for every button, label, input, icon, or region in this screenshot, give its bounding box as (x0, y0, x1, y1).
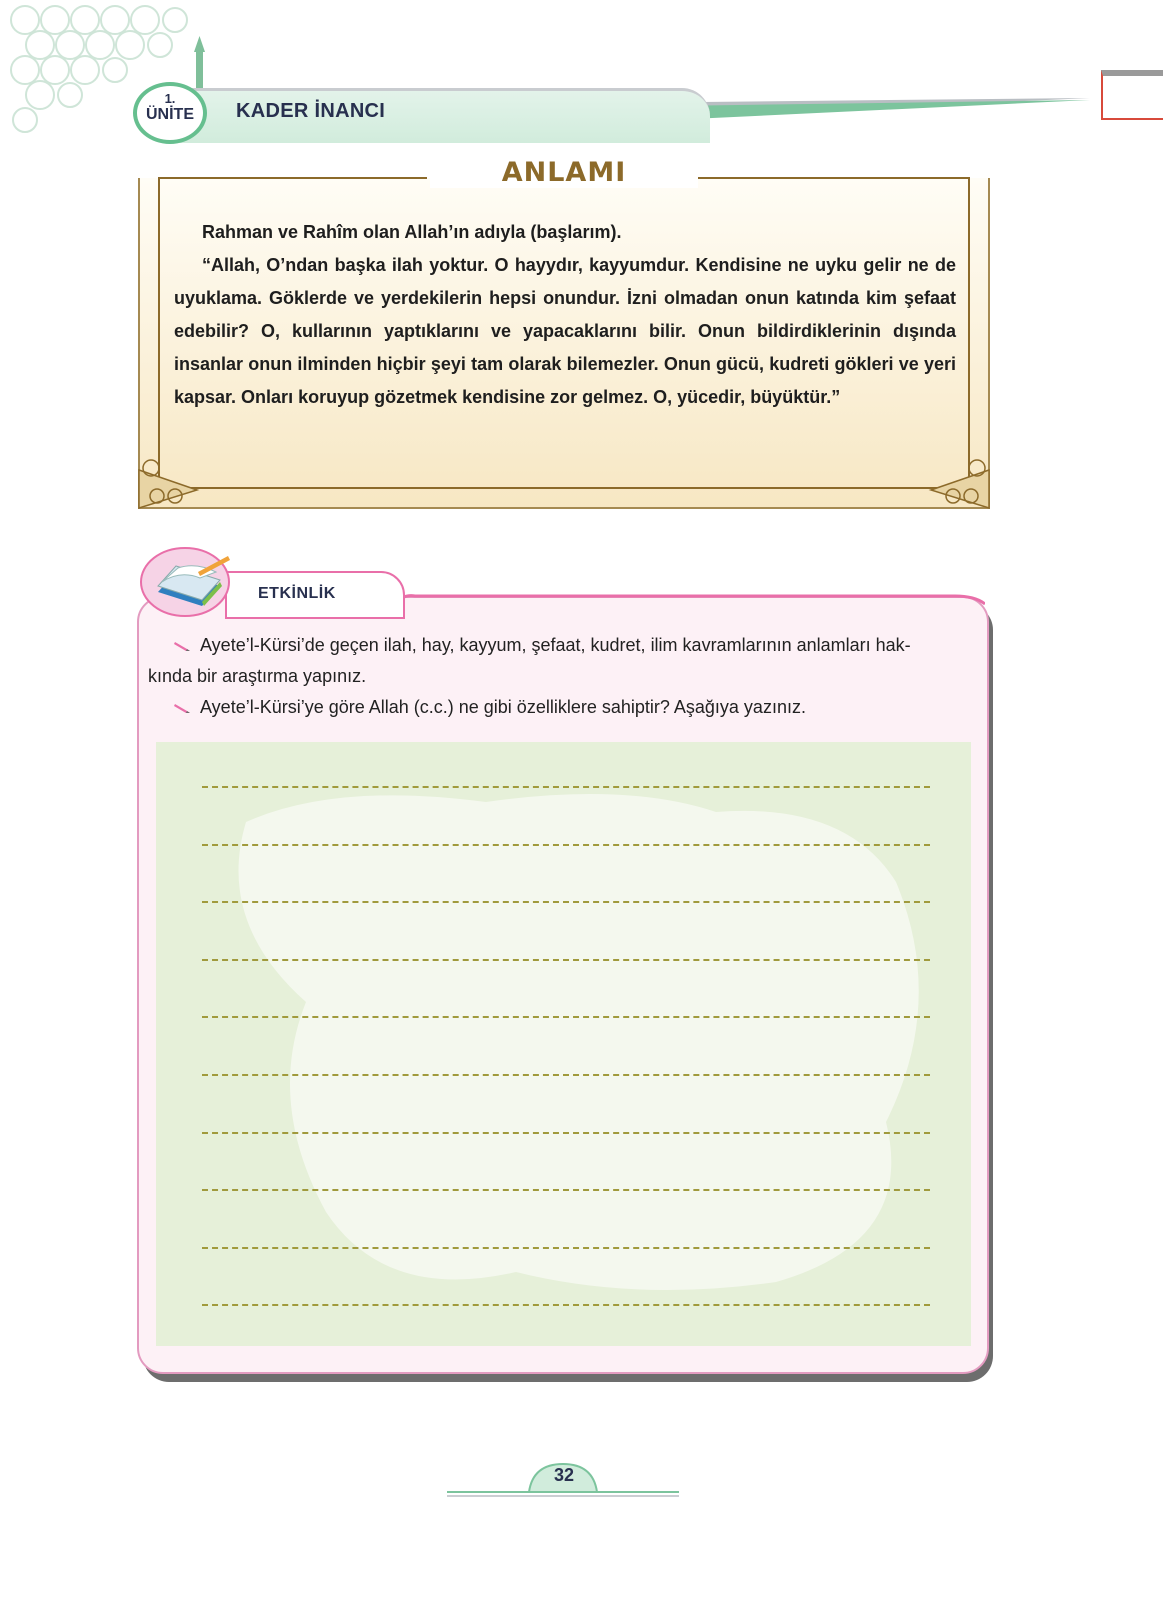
activity-label: ETKİNLİK (258, 585, 336, 602)
answer-line[interactable] (202, 959, 930, 961)
verse-text (174, 216, 956, 414)
page-corner-tab (1101, 70, 1163, 120)
answer-line[interactable] (202, 1189, 930, 1191)
answer-line[interactable] (202, 786, 930, 788)
answer-line[interactable] (202, 901, 930, 903)
answer-area[interactable] (156, 742, 971, 1346)
book-icon (140, 542, 235, 620)
verse-paragraph-2: “Allah, O’ndan başka ilah yoktur. O hayydır, kayyumdur. Kendisine ne uyku gelir ne de uyuklama. Göklerde ve yerdekilerin hepsi onundur. İzni olmadan onun katında kim şefaat edebilir? O, kullarının yaptıklarını ve yapacaklarını bilir. Onun bildirdiklerinin dışında insanlar onun ilminden hiçbir şeyi tam olarak bilemezler. Onun gücü, kudreti gökleri ve yeri kapsar. Onları koruyup gözetmek kendisine zor gelmez. O, yücedir, büyüktür.” (174, 255, 956, 407)
instruction-1-line-1: Ayete’l-Kürsi’de geçen ilah, hay, kayyum, şefaat, kudret, ilim kavramlarının anlamları hak- (200, 635, 911, 655)
instruction-1 (148, 630, 978, 661)
unit-number: 1. (164, 91, 176, 106)
answer-line[interactable] (202, 1132, 930, 1134)
unit-title: KADER İNANCI (236, 100, 386, 122)
answer-area-background (156, 742, 971, 1346)
answer-line[interactable] (202, 844, 930, 846)
answer-line[interactable] (202, 1016, 930, 1018)
unit-word: ÜNİTE (146, 106, 194, 123)
unit-badge (133, 82, 207, 144)
activity-header-line (395, 592, 985, 606)
verse-paragraph-1: Rahman ve Rahîm olan Allah’ın adıyla (başlarım). (202, 222, 622, 242)
page-number: 32 (553, 1465, 575, 1485)
verse-title: ANLAMI (430, 157, 698, 188)
answer-line[interactable] (202, 1247, 930, 1249)
pencil-icon (174, 640, 192, 652)
answer-line[interactable] (202, 1074, 930, 1076)
instruction-2 (148, 692, 978, 723)
answer-line[interactable] (202, 1304, 930, 1306)
instruction-1-line-2: kında bir araştırma yapınız. (148, 666, 367, 686)
pencil-icon (174, 702, 192, 714)
activity-instructions (148, 630, 978, 723)
instruction-2-text: Ayete’l-Kürsi’ye göre Allah (c.c.) ne gibi özelliklere sahiptir? Aşağıya yazınız. (200, 697, 806, 717)
